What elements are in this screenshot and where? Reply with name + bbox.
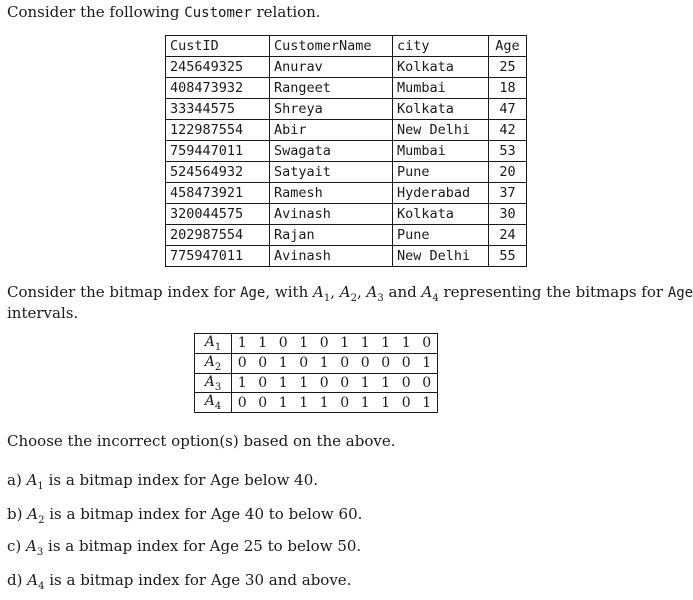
bitmap-bit: 0 <box>294 353 315 373</box>
column-header-customername: CustomerName <box>270 36 393 57</box>
bitmap-row <box>195 393 438 413</box>
cell-age: 55 <box>489 246 527 267</box>
bitmap-bit: 0 <box>376 353 397 373</box>
bitmap-bit: 0 <box>396 373 417 393</box>
table-header-row <box>166 36 527 57</box>
attr-age: Age <box>240 285 266 301</box>
cell-city: Pune <box>393 225 489 246</box>
cell-age: 24 <box>489 225 527 246</box>
table-row <box>166 78 527 99</box>
cell-custid: 524564932 <box>166 162 270 183</box>
bitmap-bit: 0 <box>253 373 274 393</box>
cell-customername: Ramesh <box>270 183 393 204</box>
bitmap-label: $A_3$ <box>195 373 232 393</box>
option-b: b) $A_2$ is a bitmap index for Age 40 to below 60. <box>7 505 363 526</box>
option-a: a) $A_1$ is a bitmap index for Age below 40. <box>7 471 319 492</box>
cell-age: 18 <box>489 78 527 99</box>
var-a3: $A_3$ <box>366 283 384 304</box>
bitmap-bit: 0 <box>232 353 253 373</box>
cell-city: New Delhi <box>393 246 489 267</box>
bitmap-bit: 0 <box>314 373 335 393</box>
table-row <box>166 204 527 225</box>
cell-custid: 320044575 <box>166 204 270 225</box>
bitmap-bit: 1 <box>273 393 294 413</box>
cell-custid: 759447011 <box>166 141 270 162</box>
bitmap-bit: 0 <box>396 393 417 413</box>
table-row <box>166 57 527 78</box>
cell-age: 20 <box>489 162 527 183</box>
bitmap-bit: 1 <box>417 393 438 413</box>
bitmap-bit: 1 <box>376 373 397 393</box>
table-row <box>166 246 527 267</box>
table-row <box>166 225 527 246</box>
cell-age: 47 <box>489 99 527 120</box>
bitmap-bit: 0 <box>253 393 274 413</box>
bitmap-bit: 1 <box>294 373 315 393</box>
cell-city: Mumbai <box>393 78 489 99</box>
bitmap-bit: 1 <box>273 353 294 373</box>
bitmap-bit: 0 <box>417 373 438 393</box>
cell-custid: 33344575 <box>166 99 270 120</box>
option-d: d) $A_4$ is a bitmap index for Age 30 and above. <box>7 571 352 592</box>
cell-custid: 245649325 <box>166 57 270 78</box>
bitmap-bit: 0 <box>335 373 356 393</box>
bitmap-bit: 0 <box>273 334 294 354</box>
cell-city: Kolkata <box>393 204 489 225</box>
intro-suffix: relation. <box>251 3 321 21</box>
cell-custid: 408473932 <box>166 78 270 99</box>
column-header-city: city <box>393 36 489 57</box>
bitmap-row <box>195 353 438 373</box>
cell-custid: 202987554 <box>166 225 270 246</box>
bitmap-bit: 1 <box>376 393 397 413</box>
cell-customername: Rangeet <box>270 78 393 99</box>
bitmap-intro-part2: , with <box>265 283 314 301</box>
cell-city: Hyderabad <box>393 183 489 204</box>
cell-custid: 775947011 <box>166 246 270 267</box>
cell-customername: Avinash <box>270 246 393 267</box>
cell-customername: Avinash <box>270 204 393 225</box>
intro-text <box>7 3 321 22</box>
bitmap-label: $A_4$ <box>195 393 232 413</box>
question-text: Choose the incorrect option(s) based on the above. <box>7 432 396 450</box>
bitmap-bit: 0 <box>396 353 417 373</box>
cell-customername: Shreya <box>270 99 393 120</box>
var-a2: $A_2$ <box>339 283 357 304</box>
cell-city: Kolkata <box>393 99 489 120</box>
bitmap-bit: 0 <box>335 353 356 373</box>
bitmap-bit: 1 <box>376 334 397 354</box>
cell-city: Kolkata <box>393 57 489 78</box>
var-a1: $A_1$ <box>313 283 331 304</box>
bitmap-bit: 1 <box>232 373 253 393</box>
bitmap-bit: 1 <box>355 373 376 393</box>
option-c: c) $A_3$ is a bitmap index for Age 25 to below 50. <box>7 537 362 558</box>
bitmap-bit: 1 <box>355 393 376 413</box>
bitmap-bit: 1 <box>355 334 376 354</box>
cell-age: 30 <box>489 204 527 225</box>
bitmap-intro-part1: Consider the bitmap index for <box>7 283 241 301</box>
bitmap-bit: 1 <box>335 334 356 354</box>
bitmap-bit: 1 <box>417 353 438 373</box>
cell-age: 42 <box>489 120 527 141</box>
intro-prefix: Consider the following <box>7 3 185 21</box>
bitmap-intro-and: and <box>383 283 422 301</box>
bitmap-bit: 1 <box>273 373 294 393</box>
bitmap-label: $A_2$ <box>195 353 232 373</box>
customer-table <box>165 35 527 267</box>
cell-custid: 122987554 <box>166 120 270 141</box>
bitmap-bit: 1 <box>396 334 417 354</box>
bitmap-row <box>195 373 438 393</box>
bitmap-bit: 1 <box>314 353 335 373</box>
bitmap-row <box>195 334 438 354</box>
bitmap-bit: 0 <box>417 334 438 354</box>
bitmap-bit: 1 <box>232 334 253 354</box>
cell-custid: 458473921 <box>166 183 270 204</box>
cell-city: New Delhi <box>393 120 489 141</box>
cell-city: Pune <box>393 162 489 183</box>
var-a4: $A_4$ <box>421 283 439 304</box>
bitmap-bit: 1 <box>314 393 335 413</box>
relation-name: Customer <box>184 5 252 21</box>
table-row <box>166 99 527 120</box>
table-row <box>166 141 527 162</box>
cell-customername: Swagata <box>270 141 393 162</box>
bitmap-label: $A_1$ <box>195 334 232 354</box>
cell-city: Mumbai <box>393 141 489 162</box>
attr-age-2: Age <box>667 285 693 301</box>
bitmap-bit: 0 <box>335 393 356 413</box>
table-row <box>166 120 527 141</box>
cell-age: 37 <box>489 183 527 204</box>
bitmap-bit: 0 <box>232 393 253 413</box>
customer-table-body <box>166 57 527 267</box>
cell-age: 53 <box>489 141 527 162</box>
bitmap-bit: 1 <box>253 334 274 354</box>
column-header-age: Age <box>489 36 527 57</box>
cell-age: 25 <box>489 57 527 78</box>
bitmap-intro: Consider the bitmap index for Age, with $A_1$, $A_2$, $A_3$ and $A_4$ representing the bitmaps for Age <box>7 283 693 304</box>
cell-customername: Abir <box>270 120 393 141</box>
bitmap-bit: 0 <box>355 353 376 373</box>
column-header-custid: CustID <box>166 36 270 57</box>
bitmap-bit: 0 <box>314 334 335 354</box>
bitmap-table <box>194 333 438 413</box>
cell-customername: Anurav <box>270 57 393 78</box>
bitmap-bit: 0 <box>253 353 274 373</box>
bitmap-intro-part3: representing the bitmaps for <box>438 283 668 301</box>
table-row <box>166 162 527 183</box>
bitmap-bit: 1 <box>294 334 315 354</box>
table-row <box>166 183 527 204</box>
bitmap-intro-line2: intervals. <box>7 304 79 322</box>
bitmap-bit: 1 <box>294 393 315 413</box>
bitmap-table-body <box>195 334 438 413</box>
cell-customername: Satyait <box>270 162 393 183</box>
cell-customername: Rajan <box>270 225 393 246</box>
